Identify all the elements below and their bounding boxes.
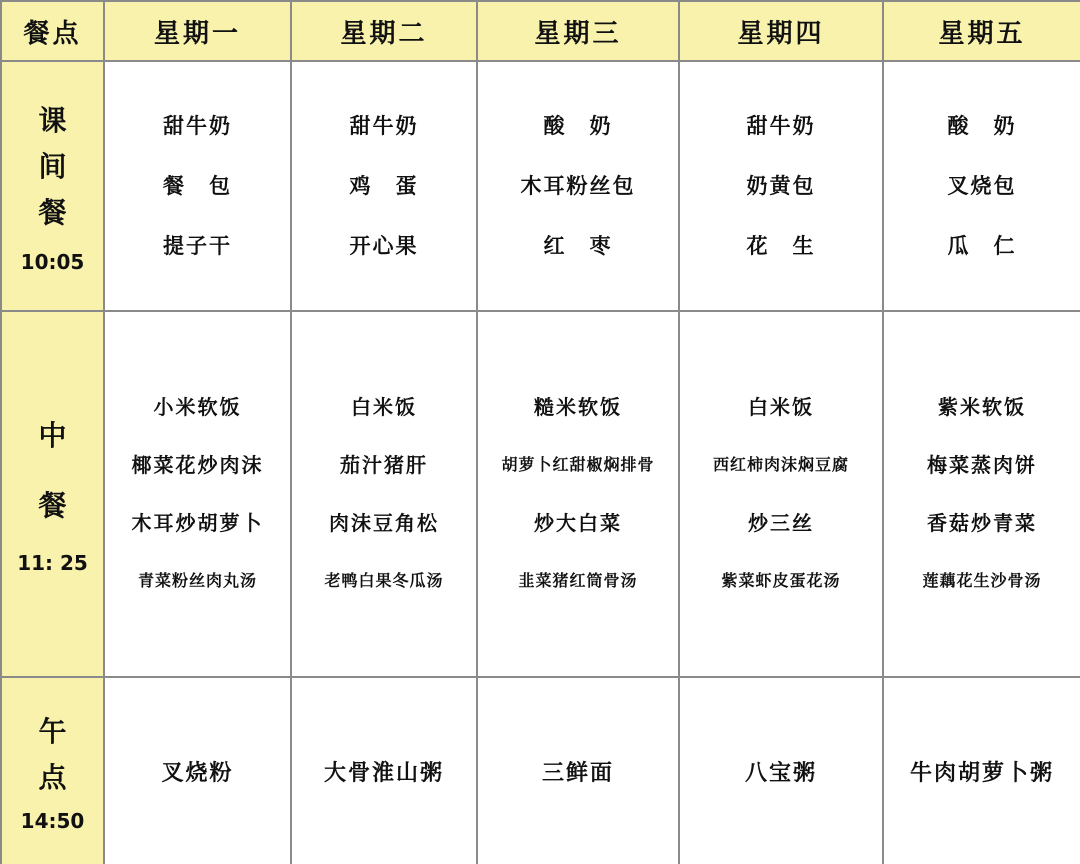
menu-cell-thursday bbox=[679, 61, 883, 311]
menu-item: 肉沫豆角松 bbox=[329, 511, 439, 535]
menu-item: 小米软饭 bbox=[153, 395, 242, 419]
afternoon-snack-row bbox=[1, 677, 1080, 864]
menu-item: 香菇炒青菜 bbox=[927, 511, 1037, 535]
menu-item: 老鸭白果冬瓜汤 bbox=[324, 571, 444, 590]
header-corner: 餐点 bbox=[1, 1, 104, 61]
menu-item: 椰菜花炒肉沫 bbox=[131, 453, 264, 477]
meal-name-char: 间 bbox=[38, 150, 67, 183]
menu-item: 糙米软饭 bbox=[534, 395, 622, 419]
afternoon-snack-label bbox=[1, 677, 104, 864]
header-day-tuesday: 星期二 bbox=[291, 1, 477, 61]
menu-cell-tuesday bbox=[291, 61, 477, 311]
menu-cell-wednesday bbox=[477, 677, 679, 864]
meal-name-char: 餐 bbox=[38, 489, 67, 522]
menu-cell-monday bbox=[104, 677, 291, 864]
meal-time: 10:05 bbox=[20, 250, 85, 274]
meal-name-char: 中 bbox=[38, 419, 67, 452]
menu-item: 紫米软饭 bbox=[938, 395, 1026, 419]
menu-item: 牛肉胡萝卜粥 bbox=[909, 760, 1054, 786]
meal-name-char: 午 bbox=[38, 715, 67, 748]
menu-cell-monday bbox=[104, 61, 291, 311]
menu-cell-thursday bbox=[679, 677, 883, 864]
menu-item: 白米饭 bbox=[351, 395, 417, 419]
menu-item: 餐 包 bbox=[163, 174, 232, 198]
menu-item: 提子干 bbox=[163, 234, 232, 258]
meal-name-char: 餐 bbox=[38, 196, 67, 229]
meal-time: 11: 25 bbox=[17, 551, 88, 575]
lunch-label bbox=[1, 311, 104, 677]
menu-item: 叉烧包 bbox=[947, 174, 1017, 198]
header-day-friday: 星期五 bbox=[883, 1, 1080, 61]
menu-item: 大骨淮山粥 bbox=[323, 760, 444, 786]
meal-time: 14:50 bbox=[20, 809, 85, 833]
menu-item: 青菜粉丝肉丸汤 bbox=[137, 571, 257, 590]
morning-snack-row bbox=[1, 61, 1080, 311]
menu-item: 瓜 仁 bbox=[947, 234, 1017, 258]
morning-snack-label bbox=[1, 61, 104, 311]
menu-item: 莲藕花生沙骨汤 bbox=[922, 571, 1042, 590]
menu-item: 酸 奶 bbox=[947, 114, 1017, 138]
menu-cell-monday bbox=[104, 311, 291, 677]
menu-item: 八宝粥 bbox=[744, 760, 817, 786]
menu-item: 炒三丝 bbox=[748, 511, 814, 535]
meal-name-char: 点 bbox=[38, 761, 67, 794]
header-day-thursday: 星期四 bbox=[679, 1, 883, 61]
menu-cell-tuesday bbox=[291, 677, 477, 864]
menu-cell-friday bbox=[883, 311, 1080, 677]
menu-item: 炒大白菜 bbox=[534, 511, 622, 535]
menu-item: 酸 奶 bbox=[543, 114, 613, 138]
menu-item: 木耳炒胡萝卜 bbox=[131, 511, 264, 535]
menu-item: 花 生 bbox=[746, 234, 816, 258]
menu-cell-wednesday bbox=[477, 311, 679, 677]
menu-item: 甜牛奶 bbox=[349, 114, 419, 138]
menu-item: 胡萝卜红甜椒焖排骨 bbox=[501, 455, 655, 474]
menu-cell-friday bbox=[883, 677, 1080, 864]
menu-cell-thursday bbox=[679, 311, 883, 677]
menu-item: 鸡 蛋 bbox=[349, 174, 419, 198]
header-day-wednesday: 星期三 bbox=[477, 1, 679, 61]
menu-item: 奶黄包 bbox=[746, 174, 816, 198]
menu-item: 甜牛奶 bbox=[746, 114, 816, 138]
menu-item: 白米饭 bbox=[748, 395, 814, 419]
menu-item: 梅菜蒸肉饼 bbox=[927, 453, 1037, 477]
menu-item: 西红柿肉沫焖豆腐 bbox=[712, 455, 849, 474]
menu-item: 木耳粉丝包 bbox=[520, 174, 636, 198]
meal-name-char: 课 bbox=[38, 104, 67, 137]
menu-cell-friday bbox=[883, 61, 1080, 311]
menu-item: 甜牛奶 bbox=[163, 114, 232, 138]
menu-item: 紫菜虾皮蛋花汤 bbox=[721, 571, 841, 590]
menu-cell-wednesday bbox=[477, 61, 679, 311]
menu-cell-tuesday bbox=[291, 311, 477, 677]
menu-item: 开心果 bbox=[349, 234, 419, 258]
lunch-row bbox=[1, 311, 1080, 677]
menu-item: 红 枣 bbox=[543, 234, 613, 258]
menu-item: 茄汁猪肝 bbox=[340, 453, 428, 477]
menu-item: 叉烧粉 bbox=[161, 760, 234, 786]
header-day-monday: 星期一 bbox=[104, 1, 291, 61]
menu-item: 韭菜猪红筒骨汤 bbox=[518, 571, 638, 590]
menu-item: 三鲜面 bbox=[541, 760, 614, 786]
header-row bbox=[1, 1, 1080, 61]
